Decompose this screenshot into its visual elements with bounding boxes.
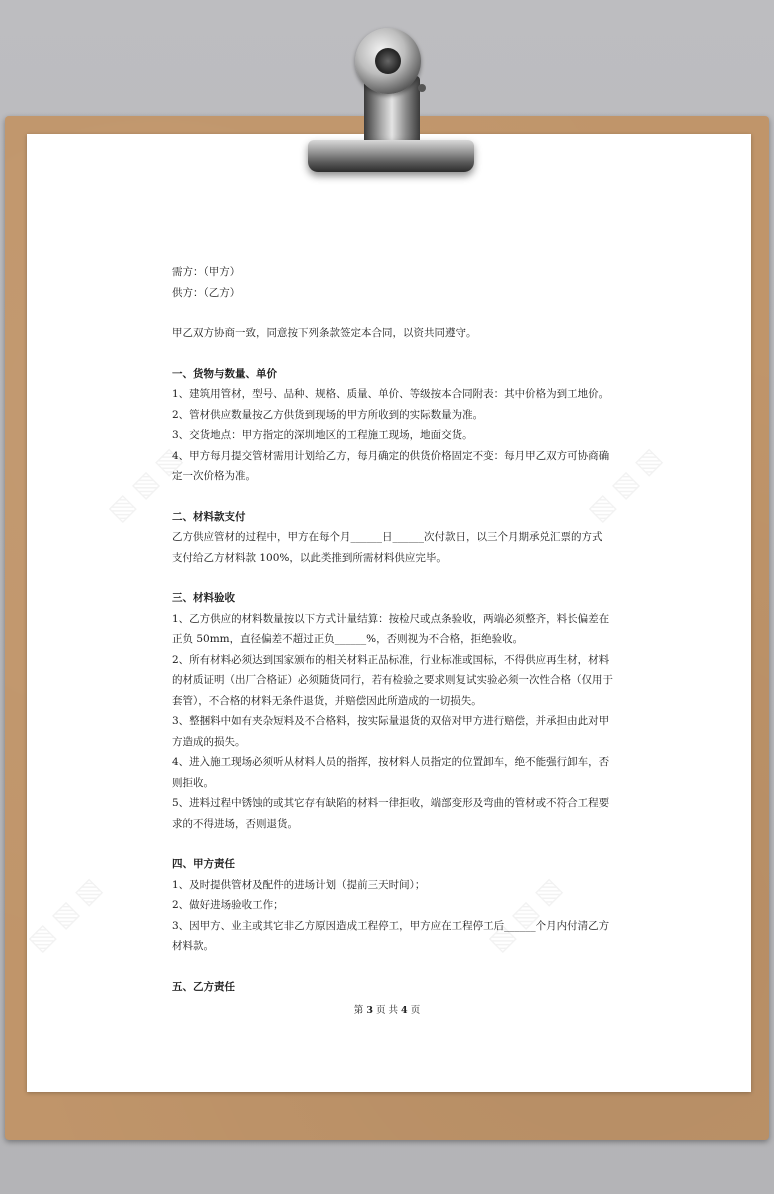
section-line: 乙方供应管材的过程中，甲方在每个月______日______次付款日，以三个月期承兑汇票的方式 (172, 531, 603, 543)
section-line: 材料款。 (172, 940, 214, 952)
section-line: 的材质证明（出厂合格证）必须随货同行，若有检验之要求则复试实验必须一次性合格（仅用于 (172, 674, 613, 686)
clip-bar (308, 140, 474, 172)
section-line: 1、乙方供应的材料数量按以下方式计量结算：按检尺或点条验收，两端必须整齐，料长偏差在 (172, 612, 610, 625)
section-line: 方造成的损失。 (172, 735, 246, 748)
section-line: 4、进入施工现场必须听从材料人员的指挥，按材料人员指定的位置卸车，绝不能强行卸车，否 (172, 756, 610, 768)
section-heading: 一、货物与数量、单价 (172, 367, 277, 380)
watermark-shape: ▧ ▧ ▧ (22, 872, 108, 958)
footer-suffix: 页 (410, 1005, 421, 1016)
section-heading: 四、甲方责任 (172, 858, 235, 870)
page-footer (0, 1002, 774, 1016)
watermark-shape: ▧ ▧ ▧ (582, 442, 668, 528)
section-line: 3、交货地点：甲方指定的深圳地区的工程施工现场，地面交货。 (172, 429, 473, 441)
party-supply: 供方：（乙方） (172, 286, 241, 299)
section-line: 3、因甲方、业主或其它非乙方原因造成工程停工，甲方应在工程停工后______个月内付清乙方 (172, 919, 610, 932)
section-line: 正负 50mm，直径偏差不超过正负______%，否则视为不合格，拒绝验收。 (172, 633, 524, 645)
section-line: 求的不得进场，否则退货。 (172, 817, 298, 830)
section-line: 5、进料过程中锈蚀的或其它存有缺陷的材料一律拒收，端部变形及弯曲的管材或不符合工程要 (172, 797, 610, 809)
intro-paragraph: 甲乙双方协商一致，同意按下列条款签定本合同，以资共同遵守。 (172, 327, 477, 339)
footer-page-number: 3 (366, 1005, 373, 1016)
footer-prefix: 第 (353, 1005, 364, 1016)
section-line: 1、建筑用管材，型号、品种、规格、质量、单价、等级按本合同附表：其中价格为到工地价。 (172, 388, 610, 400)
party-demand: 需方：（甲方） (172, 266, 241, 278)
section-heading: 五、乙方责任 (172, 980, 235, 993)
watermark-shape: ▧ ▧ ▧ (482, 872, 568, 958)
section-line: 2、所有材料必须达到国家颁布的相关材料正品标准，行业标准或国标，不得供应再生材，材料 (172, 653, 610, 666)
section-line: 4、甲方每月提交管材需用计划给乙方，每月确定的供货价格固定不变：每月甲乙双方可协商确 (172, 449, 610, 462)
contract-sections (172, 364, 612, 998)
footer-mid: 页 共 (375, 1005, 399, 1016)
section-heading: 三、材料验收 (172, 592, 235, 604)
watermark-shape: ▧ ▧ ▧ (102, 442, 188, 528)
clip-hole (375, 48, 401, 74)
contract-text (172, 262, 612, 997)
section-line: 套管），不合格的材料无条件退货，并赔偿因此所造成的一切损失。 (172, 694, 482, 707)
footer-total-pages: 4 (401, 1005, 408, 1016)
section-line: 定一次价格为准。 (172, 470, 256, 482)
section-line: 3、整捆料中如有夹杂短料及不合格料，按实际量退货的双倍对甲方进行赔偿，并承担由此对甲 (172, 715, 610, 727)
clip-pin (418, 84, 426, 92)
section-line: 则拒收。 (172, 776, 214, 789)
section-line: 1、及时提供管材及配件的进场计划（提前三天时间）； (172, 878, 426, 891)
section-heading: 二、材料款支付 (172, 510, 246, 523)
section-line: 支付给乙方材料款 100%，以此类推到所需材料供应完毕。 (172, 551, 447, 564)
section-line: 2、做好进场验收工作； (172, 899, 284, 911)
section-line: 2、管材供应数量按乙方供货到现场的甲方所收到的实际数量为准。 (172, 408, 484, 421)
